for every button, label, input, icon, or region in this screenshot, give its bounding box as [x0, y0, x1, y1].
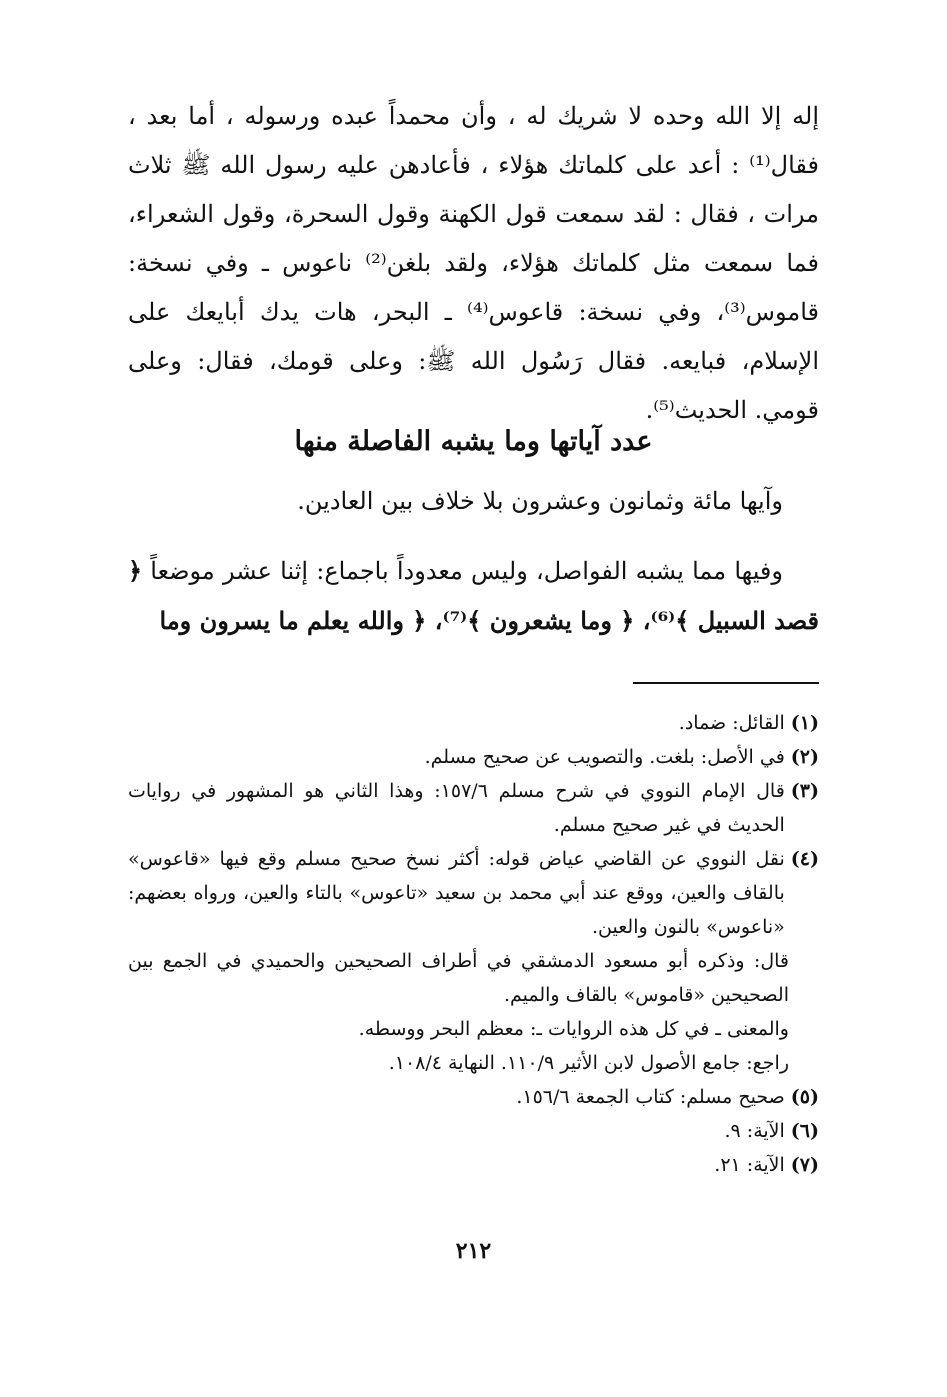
footnote-number: (٢) — [790, 746, 819, 768]
footnote-number: (٥) — [790, 1086, 819, 1108]
footnote-number: (٧) — [790, 1154, 819, 1176]
similar-paragraph — [128, 546, 819, 646]
footnote-number: (٦) — [790, 1120, 819, 1142]
main-text — [128, 92, 819, 435]
footnote-number: (١) — [790, 712, 819, 734]
footnotes — [128, 706, 819, 1182]
footnote-text: صحيح مسلم: كتاب الجمعة ١٥٦/٦. — [516, 1086, 785, 1108]
footnote-text: الآية: ٢١. — [714, 1154, 785, 1176]
footnote-text: قال الإمام النووي في شرح مسلم ١٥٧/٦: وهذا الثاني هو المشهور في روايات الحديث في غير صحيح مسلم. — [128, 780, 785, 836]
footnote-number: (٣) — [790, 780, 819, 802]
footnote-text: القائل: ضماد. — [678, 712, 785, 734]
footnote-2 — [128, 740, 819, 774]
footnote-7 — [128, 1148, 819, 1182]
quran-quotes: ﴿ قصد السبيل ﴾⁽⁶⁾، ﴿ وما يشعرون ﴾⁽⁷⁾، ﴿ والله يعلم ما يسرون وما — [128, 556, 819, 635]
verse-count-paragraph: وآيها مائة وثمانون وعشرون بلا خلاف بين العادين. — [297, 487, 783, 515]
footnote-6 — [128, 1114, 819, 1148]
footnote-4 — [128, 842, 819, 944]
footnote-4-continuation: والمعنى ـ في كل هذه الروايات ـ: معظم البحر ووسطه. — [358, 1018, 789, 1040]
footnote-4-continuation: راجع: جامع الأصول لابن الأثير ١١٠/٩. النهاية ١٠٨/٤. — [388, 1052, 789, 1074]
footnote-5 — [128, 1080, 819, 1114]
intro-paragraph: إله إلا الله وحده لا شريك له ، وأن محمداً عبده ورسوله ، أما بعد ، فقال⁽¹⁾ : أعد على كلماتك هؤلاء ، فأعادهن عليه رسول الله ﷺ ثلاث مرات ، فقال : لقد سمعت قول الكهنة وقول السحرة، وقول الشعراء، فما سمعت مثل كلماتك هؤلاء، ولقد بلغن⁽²⁾ ناعوس ـ وفي نسخة: قاموس⁽³⁾، وفي نسخة: قاعوس⁽⁴⁾ ـ البحر، هات يدك أبايعك على الإسلام، فبايعه. فقال رَسُول الله ﷺ: وعلى قومك، فقال: وعلى قومي. الحديث⁽⁵⁾. — [128, 102, 820, 424]
footnote-text: نقل النووي عن القاضي عياض قوله: أكثر نسخ صحيح مسلم وقع فيها «قاعوس» بالقاف والعين، ووقع عند أبي محمد بن سعيد «تاعوس» بالتاء والعين، ورواه بعضهم: «ناعوس» بالنون والعين. — [128, 848, 785, 938]
footnote-text: في الأصل: بلغت. والتصويب عن صحيح مسلم. — [424, 746, 785, 768]
similar-paragraph-text: وفيها مما يشبه الفواصل، وليس معدوداً باجماع: إثنا عشر موضعاً — [150, 557, 783, 585]
footnote-text: الآية: ٩. — [724, 1120, 785, 1142]
footnote-divider — [633, 682, 819, 684]
section-heading: عدد آياتها وما يشبه الفاصلة منها — [294, 426, 653, 457]
footnote-4-continuation: قال: وذكره أبو مسعود الدمشقي في أطراف الصحيحين والحميدي في الجمع بين الصحيحين «قاموس» بالقاف والميم. — [128, 950, 789, 1006]
footnote-number: (٤) — [790, 848, 819, 870]
page-number: ٢١٢ — [455, 1238, 492, 1264]
section-body — [128, 476, 819, 646]
footnote-1 — [128, 706, 819, 740]
footnote-3 — [128, 774, 819, 842]
